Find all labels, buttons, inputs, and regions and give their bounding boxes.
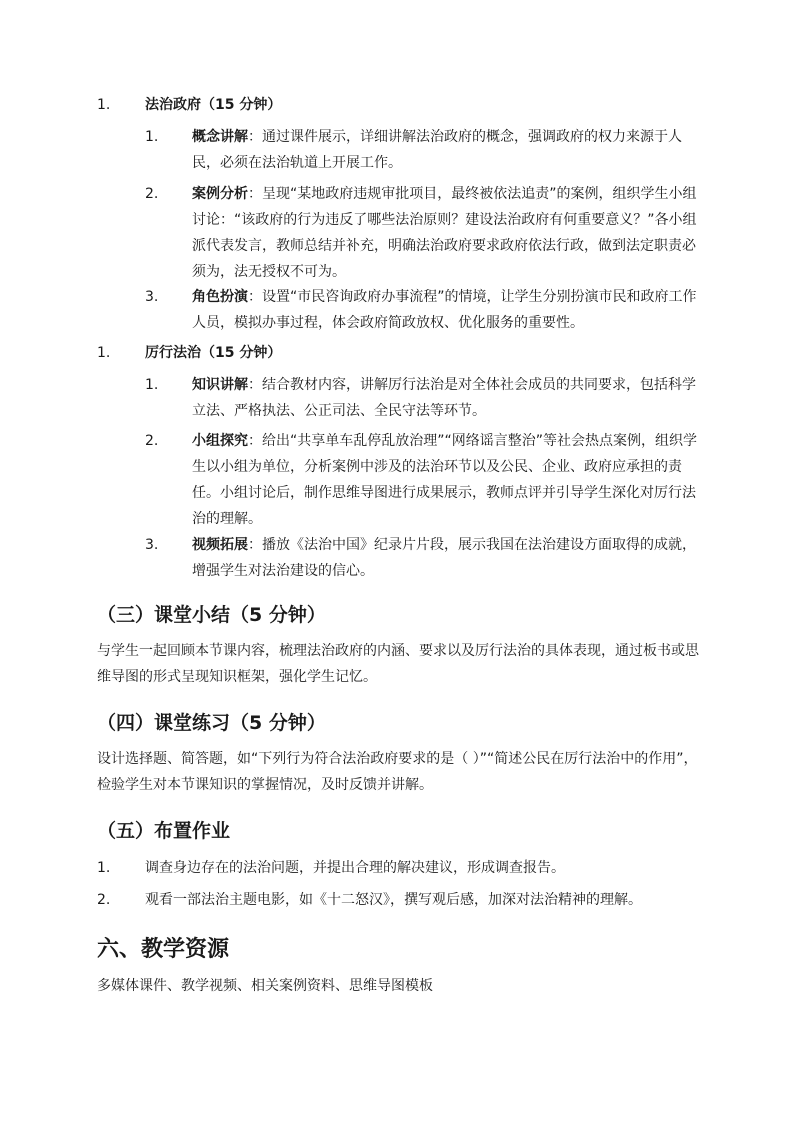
- item-number: 3.: [145, 289, 159, 305]
- list-item: [192, 372, 702, 424]
- section-heading: （五）布置作业: [97, 820, 231, 842]
- item-label: 视频拓展: [192, 537, 248, 553]
- paragraph: 与学生一起回顾本节课内容，梳理法治政府的内涵、要求以及厉行法治的具体表现，通过板书或思维导图的形式呈现知识框架，强化学生记忆。: [97, 643, 699, 685]
- section-number: 1.: [97, 97, 111, 113]
- section-number: 1.: [97, 345, 111, 361]
- homework-number: 1.: [97, 860, 111, 876]
- item-text: ：播放《法治中国》纪录片片段，展示我国在法治建设方面取得的成就，增强学生对法治建设的信心。: [192, 537, 696, 579]
- list-item: [192, 124, 702, 176]
- item-number: 2.: [145, 433, 159, 449]
- item-text: ：结合教材内容，讲解厉行法治是对全体社会成员的共同要求，包括科学立法、严格执法、公正司法、全民守法等环节。: [192, 377, 696, 419]
- section-title: 法治政府（15 分钟）: [145, 97, 282, 113]
- list-item: [192, 181, 702, 285]
- homework-item: 调查身边存在的法治问题，并提出合理的解决建议，形成调查报告。: [145, 860, 565, 876]
- section-title: 厉行法治（15 分钟）: [145, 345, 282, 361]
- item-number: 2.: [145, 186, 159, 202]
- item-number: 3.: [145, 537, 159, 553]
- item-label: 知识讲解: [192, 377, 248, 393]
- homework-item: 观看一部法治主题电影，如《十二怒汉》，撰写观后感，加深对法治精神的理解。: [145, 892, 642, 908]
- item-text: ：设置“市民咨询政府办事流程”的情境，让学生分别扮演市民和政府工作人员，模拟办事过程，体会政府简政放权、优化服务的重要性。: [192, 289, 697, 331]
- item-label: 角色扮演: [192, 289, 248, 305]
- paragraph: 多媒体课件、教学视频、相关案例资料、思维导图模板: [97, 978, 433, 994]
- item-number: 1.: [145, 129, 159, 145]
- section-heading: （四）课堂练习（5 分钟）: [97, 712, 326, 734]
- list-item: [192, 532, 702, 584]
- item-text: ：通过课件展示，详细讲解法治政府的概念，强调政府的权力来源于人民，必须在法治轨道上开展工作。: [192, 129, 682, 171]
- list-item: [192, 284, 702, 336]
- section-heading: （三）课堂小结（5 分钟）: [97, 604, 326, 626]
- item-number: 1.: [145, 377, 159, 393]
- item-label: 小组探究: [192, 433, 248, 449]
- item-text: ：给出“共享单车乱停乱放治理”“网络谣言整治”等社会热点案例，组织学生以小组为单位，分析案例中涉及的法治环节以及公民、企业、政府应承担的责任。小组讨论后，制作思维导图进行成果展示，教师点评并引导学生深化对厉行法治的理解。: [192, 433, 698, 527]
- chapter-heading: 六、教学资源: [97, 937, 230, 962]
- item-label: 概念讲解: [192, 129, 248, 145]
- homework-number: 2.: [97, 892, 111, 908]
- item-text: ：呈现“某地政府违规审批项目，最终被依法追责”的案例，组织学生小组讨论：“该政府的行为违反了哪些法治原则？建设法治政府有何重要意义？”各小组派代表发言，教师总结并补充，明确法治政府要求政府依法行政，做到法定职责必须为，法无授权不可为。: [192, 186, 697, 280]
- item-label: 案例分析: [192, 186, 248, 202]
- list-item: [192, 428, 702, 532]
- paragraph: 设计选择题、简答题，如“下列行为符合法治政府要求的是（ ）”“简述公民在厉行法治中的作用”，检验学生对本节课知识的掌握情况，及时反馈并讲解。: [97, 751, 698, 793]
